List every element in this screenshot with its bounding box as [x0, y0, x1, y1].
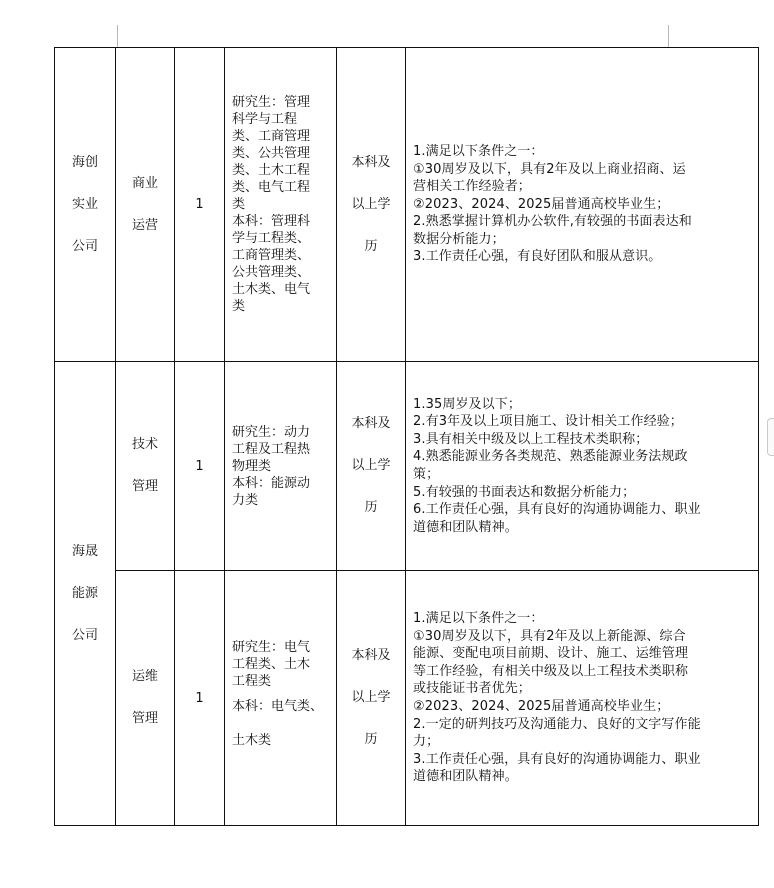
- position-cell: [116, 571, 175, 826]
- major-line: 类: [232, 197, 246, 212]
- major-line: 类: [232, 299, 246, 314]
- requirement-line: 策；: [413, 467, 440, 482]
- position-line: 运营: [131, 217, 158, 233]
- table-row: [55, 571, 759, 826]
- company-cell: [55, 362, 116, 826]
- requirement-line: ①30周岁及以下，具有2年及以上商业招商、运: [413, 161, 686, 177]
- education-line: 历: [364, 238, 378, 254]
- corner-mark-top-left-vertical: [117, 25, 118, 48]
- education-line: 以上学: [351, 458, 391, 473]
- major-line: 本科：电气类、: [232, 698, 324, 714]
- side-scroll-tab[interactable]: [767, 418, 774, 456]
- requirement-line: 1.35周岁及以下；: [413, 396, 521, 412]
- company-line: 海晟: [71, 543, 98, 559]
- requirement-line: 道德和团队精神。: [413, 769, 518, 785]
- major-line: 工程类、土木: [232, 656, 311, 672]
- major-line: 工程及工程热: [232, 441, 311, 457]
- education-line: 历: [364, 500, 378, 515]
- major-line: 类、工商管理: [232, 129, 311, 144]
- major-line: 物理类: [232, 458, 272, 474]
- education-cell: [337, 362, 406, 571]
- major-line: 研究生：动力: [232, 424, 311, 440]
- requirements-cell: [406, 48, 759, 362]
- requirement-line: 2.有3年及以上项目施工、设计相关工作经验；: [413, 414, 683, 430]
- requirement-line: 营相关工作经验者；: [413, 179, 531, 195]
- position-line: 管理: [131, 479, 158, 494]
- major-line: 土木类、电气: [232, 282, 311, 297]
- requirements-cell: [406, 362, 759, 571]
- position-cell: [116, 362, 175, 571]
- major-cell: [225, 571, 337, 826]
- table-row: [55, 362, 759, 571]
- major-line: 学与工程类、: [232, 231, 311, 246]
- corner-mark-top-right-vertical: [668, 25, 669, 48]
- requirement-line: 数据分析能力；: [413, 231, 505, 247]
- requirement-line: 5.有较强的书面表达和数据分析能力；: [413, 484, 636, 500]
- requirement-line: 1.满足以下条件之一：: [413, 611, 544, 627]
- requirement-line: ②2023、2024、2025届普通高校毕业生；: [413, 699, 670, 714]
- education-line: 本科及: [351, 416, 391, 431]
- position-cell: [116, 48, 175, 362]
- requirement-line: 6.工作责任心强，具有良好的沟通协调能力、职业: [413, 502, 701, 518]
- major-line: 研究生：管理: [232, 95, 311, 110]
- requirement-line: 等工作经验，有相关中级及以上工程技术类职称: [413, 663, 689, 679]
- position-line: 运维: [131, 669, 158, 684]
- education-line: 本科及: [351, 648, 391, 663]
- requirement-line: 2.一定的研判技巧及沟通能力、良好的文字写作能: [413, 716, 701, 732]
- recruitment-table: [54, 47, 759, 826]
- company-cell: [55, 48, 116, 362]
- major-line: 公共管理类、: [232, 265, 311, 280]
- major-line: 研究生：电气: [232, 639, 311, 655]
- requirement-line: 3.工作责任心强，具有良好的沟通协调能力、职业: [413, 751, 701, 767]
- requirement-line: 3.工作责任心强，有良好团队和服从意识。: [413, 249, 662, 265]
- requirement-line: 4.熟悉能源业务各类规范、熟悉能源业务法规政: [413, 449, 688, 465]
- company-line: 实业: [71, 196, 98, 212]
- major-line: 工程类: [232, 673, 272, 689]
- major-line: 力类: [232, 492, 259, 508]
- position-line: 商业: [131, 175, 158, 191]
- headcount-cell: 1: [175, 362, 225, 571]
- position-line: 技术: [131, 437, 158, 452]
- company-line: 公司: [71, 627, 98, 643]
- major-line: 科学与工程: [232, 112, 298, 127]
- requirement-line: 3.具有相关中级及以上工程技术类职称；: [413, 431, 649, 447]
- requirement-line: ①30周岁及以下，具有2年及以上新能源、综合: [413, 628, 686, 644]
- requirement-line: 或技能证书者优先；: [413, 681, 531, 697]
- major-line: 类、公共管理: [232, 146, 311, 161]
- table-row: [55, 48, 759, 362]
- requirement-line: 1.满足以下条件之一：: [413, 143, 544, 159]
- education-line: 以上学: [351, 196, 391, 212]
- requirement-line: ②2023、2024、2025届普通高校毕业生；: [413, 196, 670, 212]
- requirements-cell: [406, 571, 759, 826]
- requirement-line: 力；: [413, 734, 440, 750]
- company-line: 能源: [71, 585, 98, 601]
- major-cell: [225, 48, 337, 362]
- major-line: 工商管理类、: [232, 248, 311, 263]
- company-line: 公司: [71, 238, 98, 254]
- major-cell: [225, 362, 337, 571]
- major-line: 本科：管理科: [232, 214, 311, 229]
- education-cell: [337, 571, 406, 826]
- education-line: 本科及: [351, 154, 391, 170]
- position-line: 管理: [131, 711, 158, 726]
- requirement-line: 2.熟悉掌握计算机办公软件,有较强的书面表达和: [413, 214, 692, 230]
- education-line: 以上学: [351, 690, 391, 705]
- major-line: 类、电气工程: [232, 180, 311, 195]
- major-line: 本科：能源动: [232, 475, 311, 491]
- requirement-line: 道德和团队精神。: [413, 519, 518, 535]
- education-cell: [337, 48, 406, 362]
- headcount-cell: 1: [175, 48, 225, 362]
- major-line: 类、土木工程: [232, 163, 311, 178]
- requirement-line: 能源、变配电项目前期、设计、施工、运维管理: [413, 646, 689, 662]
- education-line: 历: [364, 732, 378, 747]
- headcount-cell: 1: [175, 571, 225, 826]
- major-line: 土木类: [232, 732, 272, 748]
- company-line: 海创: [71, 154, 98, 170]
